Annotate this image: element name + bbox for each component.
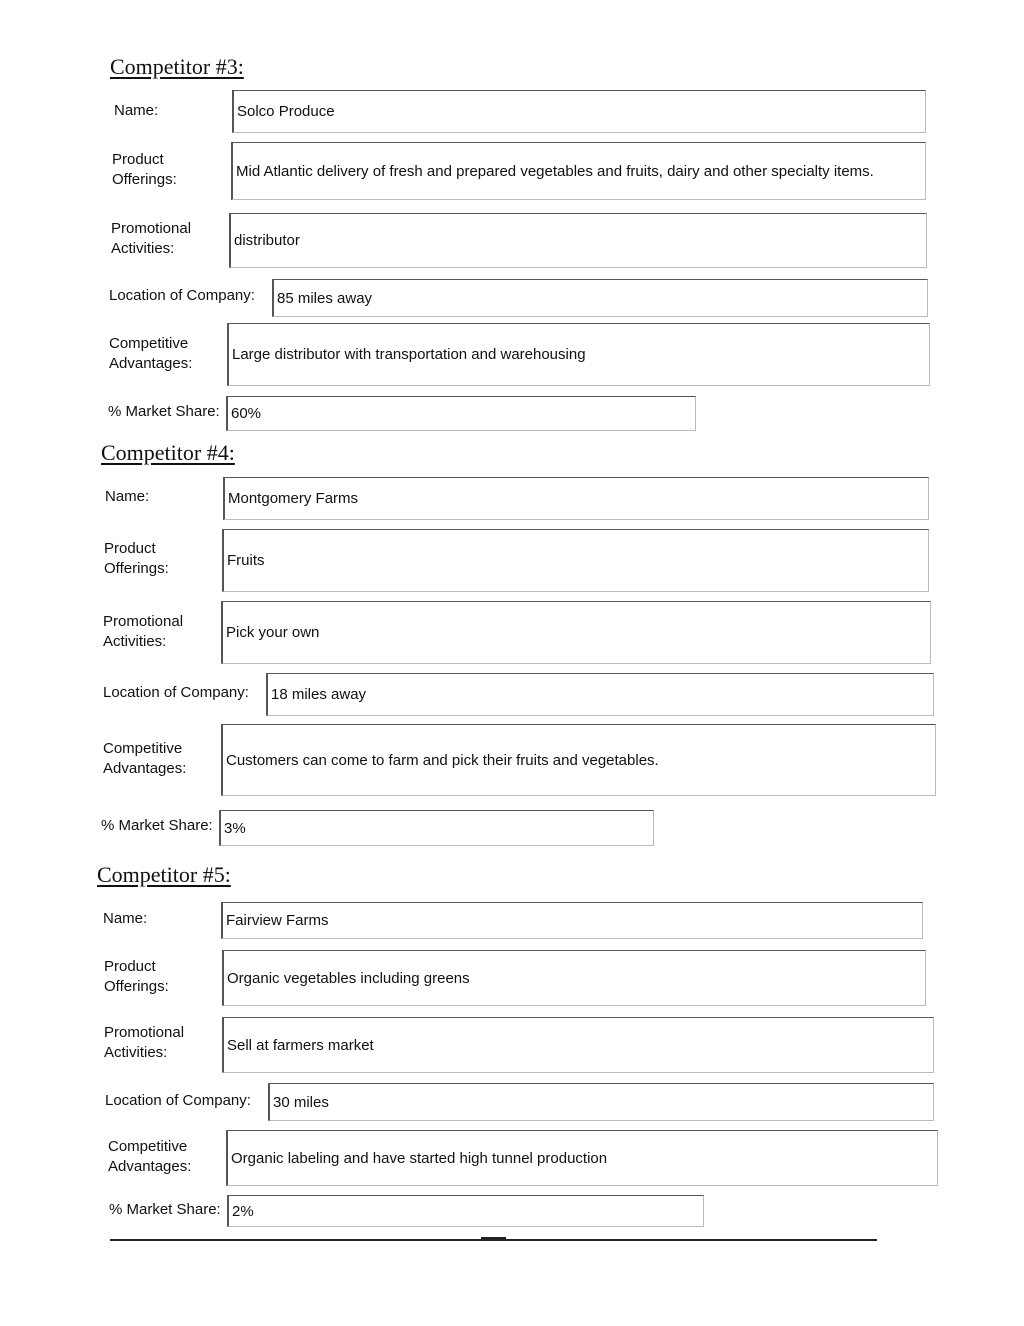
promotional-activities-label: Promotional Activities: [111,220,192,257]
competitive-advantages-label: Competitive Advantages: [109,335,193,372]
location-label: Location of Company: [103,684,249,701]
divider-mark [481,1237,506,1240]
name-label: Name: [114,102,159,119]
name-label: Name: [105,488,150,505]
market-share-label: % Market Share: [101,817,213,834]
location-label: Location of Company: [109,287,255,304]
competitor-3-market-share-field[interactable]: 60% [226,396,696,431]
competitor-3-promotional-activities-field[interactable]: distributor [229,213,927,268]
location-label: Location of Company: [105,1092,251,1109]
product-offerings-label: Product Offerings: [104,958,169,995]
competitor-5-product-offerings-field[interactable]: Organic vegetables including greens [222,950,926,1006]
competitor-4-heading: Competitor #4: [101,440,235,465]
competitor-3-location-field[interactable]: 85 miles away [272,279,928,317]
competitor-4-product-offerings-field[interactable]: Fruits [222,529,929,592]
competitor-4-location-field[interactable]: 18 miles away [266,673,934,716]
competitive-advantages-label: Competitive Advantages: [108,1138,192,1175]
competitive-advantages-label: Competitive Advantages: [103,740,187,777]
market-share-label: % Market Share: [108,403,220,420]
product-offerings-label: Product Offerings: [104,540,169,577]
competitor-3-competitive-advantages-field[interactable]: Large distributor with transportation and warehousing [227,323,930,386]
competitor-5-market-share-field[interactable]: 2% [227,1195,704,1227]
competitor-5-location-field[interactable]: 30 miles [268,1083,934,1121]
promotional-activities-label: Promotional Activities: [104,1024,185,1061]
competitor-3-heading: Competitor #3: [110,54,244,79]
competitor-3-product-offerings-field[interactable]: Mid Atlantic delivery of fresh and prepared vegetables and fruits, dairy and other specialty items. [231,142,926,200]
name-label: Name: [103,910,148,927]
competitor-4-name-field[interactable]: Montgomery Farms [223,477,929,520]
competitor-5-heading: Competitor #5: [97,862,231,887]
competitor-4-market-share-field[interactable]: 3% [219,810,654,846]
competitor-4-promotional-activities-field[interactable]: Pick your own [221,601,931,664]
market-share-label: % Market Share: [109,1201,221,1218]
competitor-5-competitive-advantages-field[interactable]: Organic labeling and have started high tunnel production [226,1130,938,1186]
competitor-5-name-field[interactable]: Fairview Farms [221,902,923,939]
competitor-3-name-field[interactable]: Solco Produce [232,90,926,133]
promotional-activities-label: Promotional Activities: [103,613,184,650]
product-offerings-label: Product Offerings: [112,151,177,188]
competitor-5-promotional-activities-field[interactable]: Sell at farmers market [222,1017,934,1073]
competitor-4-competitive-advantages-field[interactable]: Customers can come to farm and pick their fruits and vegetables. [221,724,936,796]
